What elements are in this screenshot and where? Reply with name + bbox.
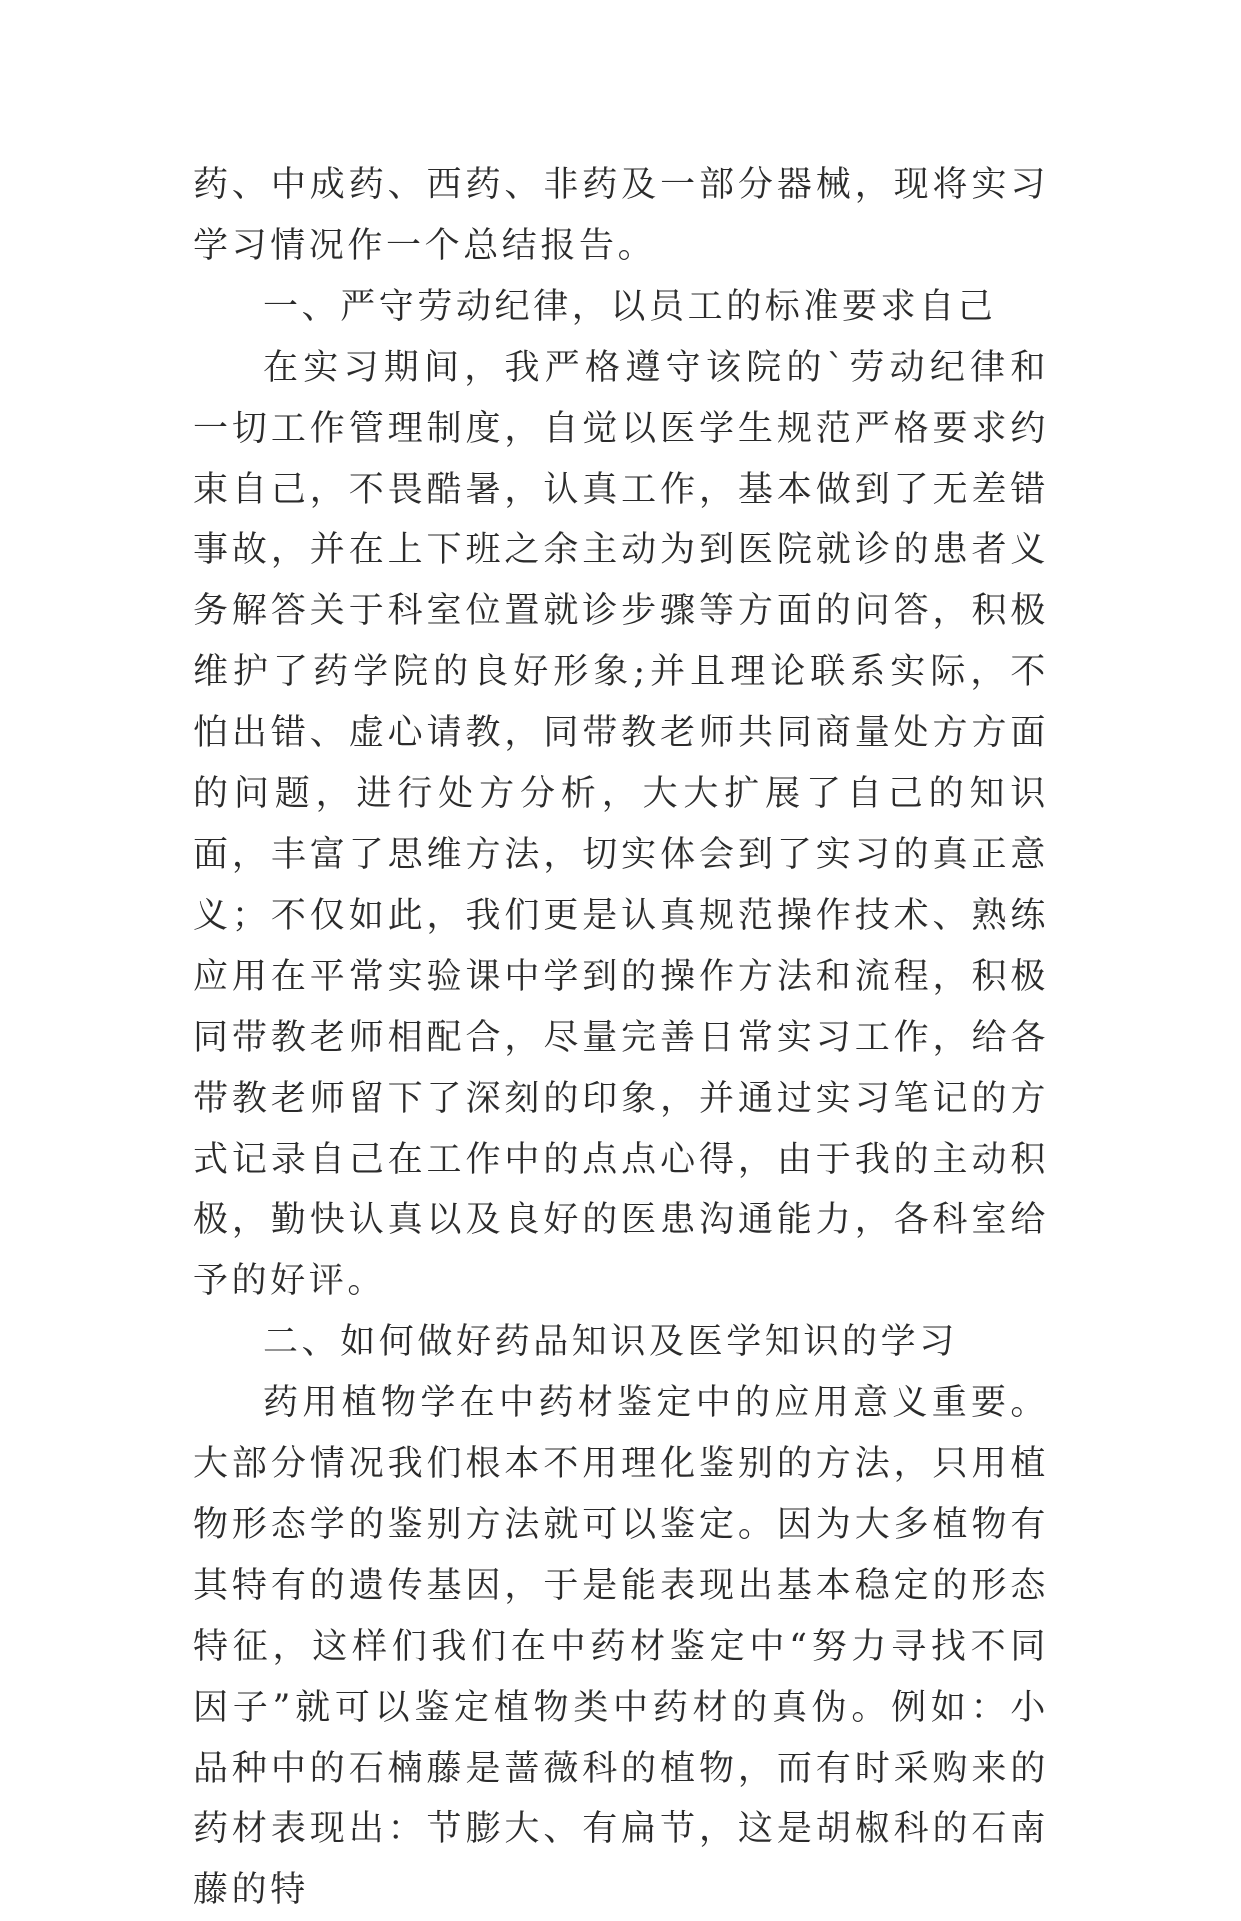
paragraph-section-two: 药用植物学在中药材鉴定中的应用意义重要。大部分情况我们根本不用理化鉴别的方法，只用植物形态学的鉴别方法就可以鉴定。因为大多植物有其特有的遗传基因，于是能表现出基本稳定的形态特征，这样们我们在中药材鉴定中“努力寻找不同因子”就可以鉴定植物类中药材的真伪。例如：小品种中的石楠藤是蔷薇科的植物，而有时采购来的药材表现出：节膨大、有扁节，这是胡椒科的石南藤的特 xyxy=(193,1383,1049,1911)
heading-section-two: 二、如何做好药品知识及医学知识的学习 xyxy=(263,1322,958,1363)
paragraph-section-one: 在实习期间，我严格遵守该院的`劳动纪律和一切工作管理制度，自觉以医学生规范严格要求约束自己，不畏酷暑，认真工作，基本做到了无差错事故，并在上下班之余主动为到医院就诊的患者义务解答关于科室位置就诊步骤等方面的问答，积极维护了药学院的良好形象;并且理论联系实际，不怕出错、虚心请教，同带教老师共同商量处方方面的问题，进行处方分析，大大扩展了自己的知识面，丰富了思维方法，切实体会到了实习的真正意义；不仅如此，我们更是认真规范操作技术、熟练应用在平常实验课中学到的操作方法和流程，积极同带教老师相配合，尽量完善日常实习工作，给各带教老师留下了深刻的印象，并通过实习笔记的方式记录自己在工作中的点点心得，由于我的主动积极，勤快认真以及良好的医患沟通能力，各科室给予的好评。 xyxy=(193,347,1049,1302)
paragraph-intro-continuation: 药、中成药、西药、非药及一部分器械，现将实习学习情况作一个总结报告。 xyxy=(193,165,1049,266)
document-body xyxy=(193,155,1049,1921)
heading-section-one: 一、严守劳动纪律，以员工的标准要求自己 xyxy=(263,286,997,327)
